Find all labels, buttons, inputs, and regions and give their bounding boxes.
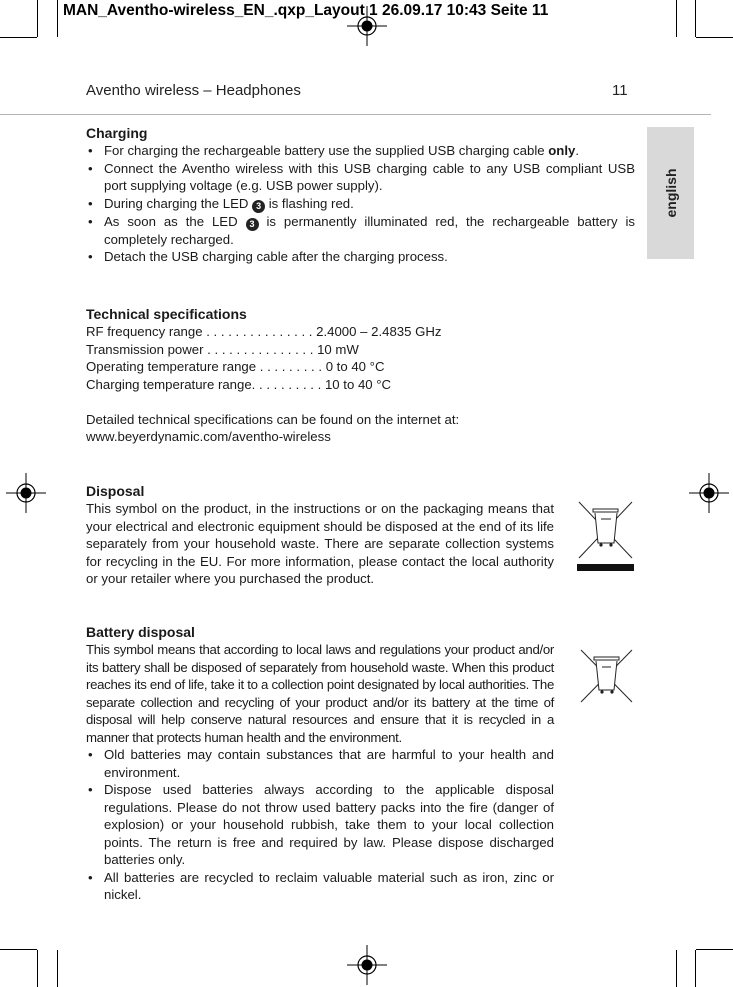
spec-note: Detailed technical specifications can be found on the internet at:	[86, 411, 460, 427]
list-item: • For charging the rechargeable battery use the supplied USB charging cable only.	[86, 142, 635, 160]
registration-mark-icon	[6, 473, 46, 513]
charging-section	[86, 124, 635, 266]
spec-row: RF frequency range . . . . . . . . . . . . . . . 2.4000 – 2.4835 GHz	[86, 324, 442, 339]
crop-mark	[696, 37, 733, 38]
disposal-text: This symbol on the product, in the instructions or on the packaging means that your electrical and electronic equipment should be disposed at the end of its life separately from your household waste. There are separate collection systems for recycling in the EU. For more information, please contact the local authority or your retailer where you purchased the product.	[86, 501, 554, 586]
crop-mark	[57, 950, 58, 987]
registration-mark-icon	[689, 473, 729, 513]
header-rule	[0, 114, 711, 115]
list-item: • During charging the LED 3 is flashing red.	[86, 195, 635, 213]
list-item: • All batteries are recycled to reclaim valuable material such as iron, zinc or nickel.	[86, 869, 554, 904]
language-tab-label: english	[662, 168, 679, 218]
list-item: • Connect the Aventho wireless with this USB charging cable to any USB compliant USB port supplying voltage (e.g. USB power supply).	[86, 160, 635, 195]
crop-mark	[695, 950, 696, 987]
led-number-badge: 3	[252, 200, 265, 213]
list-item: • As soon as the LED 3 is permanently illuminated red, the rechargeable battery is completely recharged.	[86, 213, 635, 249]
battery-crossed-bin-icon	[579, 648, 634, 704]
disposal-heading: Disposal	[86, 483, 145, 499]
spec-url: www.beyerdynamic.com/aventho-wireless	[86, 429, 331, 444]
battery-disposal-text: This symbol means that according to local laws and regulations your product and/or its battery shall be disposed of separately from household waste. When this product reaches its end of life, take it to a collection point designated by local authorities. The separate collection and recycling of your product and/or its battery at the time of disposal will help conserve natural resources and ensure that it is recycled in a manner that protects human health and the environment.	[86, 642, 554, 745]
led-number-badge: 3	[246, 218, 259, 231]
crop-mark	[0, 37, 37, 38]
crop-mark	[696, 949, 733, 950]
tech-specs-heading: Technical specifications	[86, 306, 247, 322]
crop-mark	[676, 0, 677, 37]
crop-mark	[57, 0, 58, 37]
crop-mark	[676, 950, 677, 987]
spec-row: Charging temperature range. . . . . . . . . . 10 to 40 °C	[86, 376, 392, 392]
registration-mark-icon	[347, 945, 387, 985]
list-item: • Detach the USB charging cable after the charging process.	[86, 248, 635, 266]
disposal-section	[86, 482, 554, 588]
weee-crossed-bin-icon	[577, 500, 634, 572]
running-header-title: Aventho wireless – Headphones	[86, 82, 301, 99]
spec-row: Transmission power . . . . . . . . . . . . . . . 10 mW	[86, 341, 359, 357]
page-number: 11	[612, 82, 628, 99]
crop-mark	[695, 0, 696, 37]
spec-row: Operating temperature range . . . . . . . . . 0 to 40 °C	[86, 359, 385, 374]
list-item: • Dispose used batteries always according to the applicable disposal regulations. Please do not throw used battery packs into the fire (danger of explosion) or your household rubbish, take them to your local collection points. The return is free and required by law. Please dispose discharged batteries only.	[86, 781, 554, 869]
tech-specs-section	[86, 305, 635, 446]
battery-disposal-section	[86, 623, 554, 904]
crop-mark	[37, 950, 38, 987]
charging-heading: Charging	[86, 125, 148, 141]
crop-mark	[37, 0, 38, 37]
print-slug: MAN_Aventho-wireless_EN_.qxp_Layout 1 26.09.17 10:43 Seite 11	[63, 2, 549, 19]
language-tab	[647, 127, 694, 259]
crop-mark	[0, 949, 37, 950]
list-item: • Old batteries may contain substances that are harmful to your health and environment.	[86, 746, 554, 781]
battery-disposal-heading: Battery disposal	[86, 624, 195, 640]
